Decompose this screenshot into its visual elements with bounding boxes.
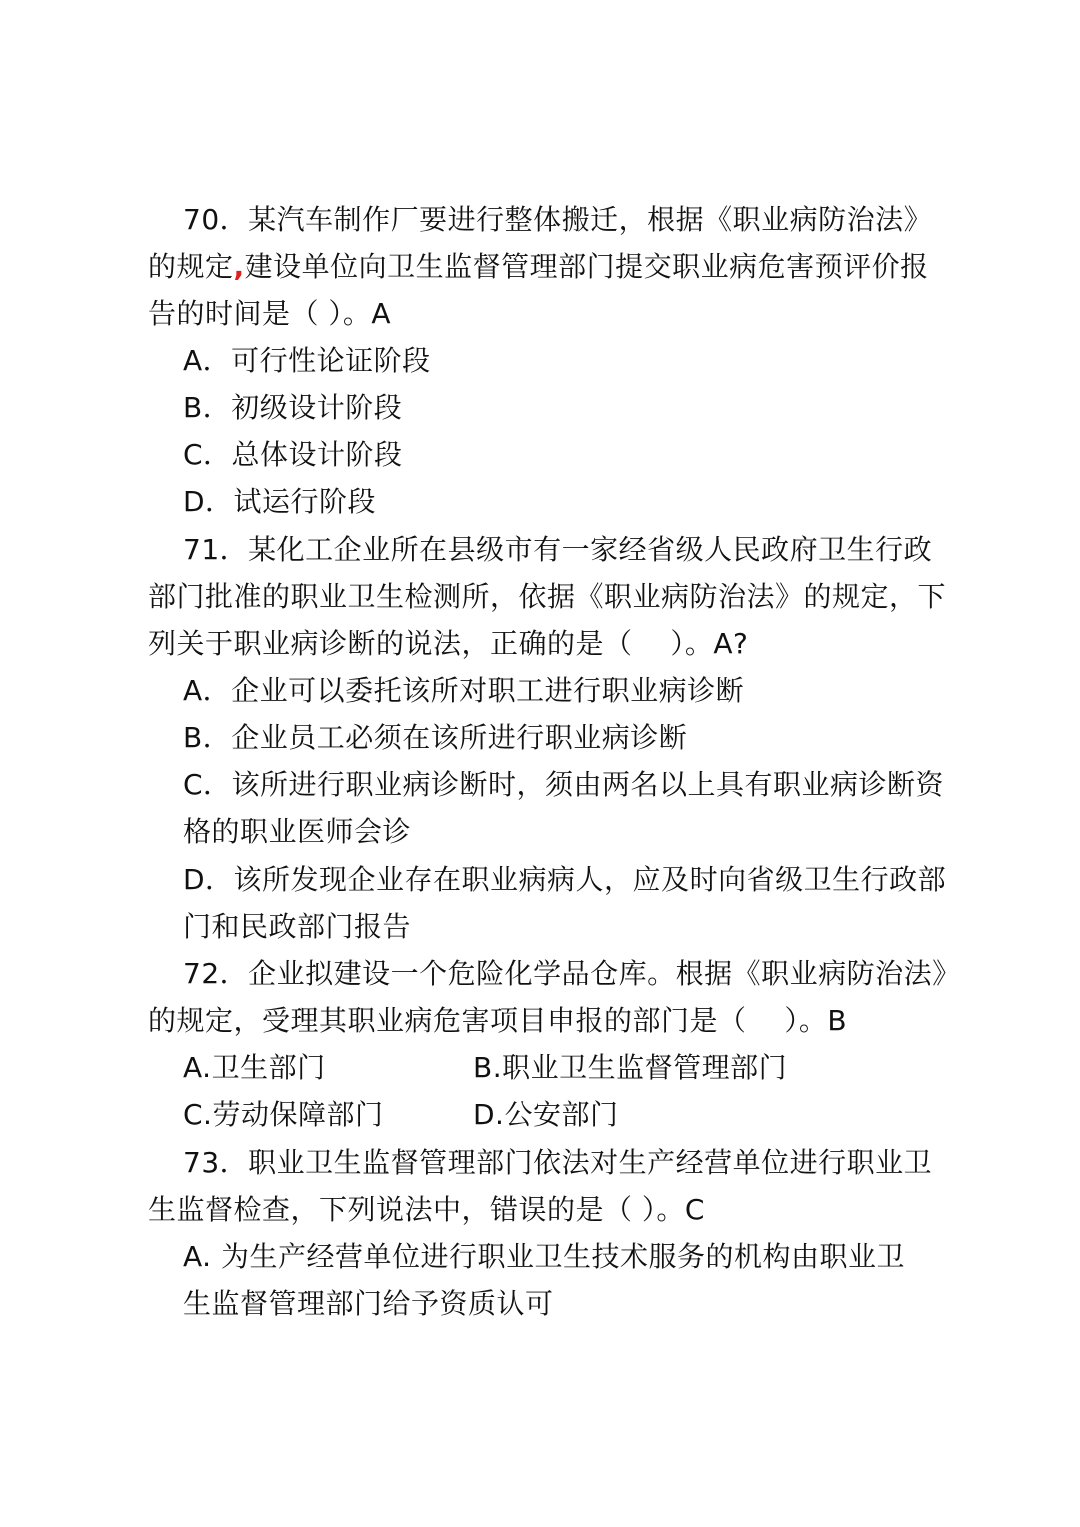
q71-stem-line-2: 部门批准的职业卫生检测所，依据《职业病防治法》的规定，下 (148, 580, 947, 613)
q70-stem-line-3: 告的时间是（ ）。A (148, 297, 392, 330)
q73-stem-line-2: 生监督检查，下列说法中，错误的是（ ）。C (148, 1193, 705, 1226)
q73-option-a-line-2: 生监督管理部门给予资质认可 (183, 1287, 554, 1320)
q71-option-b: B．企业员工必须在该所进行职业病诊断 (183, 721, 688, 754)
q72-option-c: C.劳动保障部门 (183, 1098, 384, 1131)
q71-option-c-line-2: 格的职业医师会诊 (183, 815, 412, 848)
q73-stem-line-1: 73．职业卫生监督管理部门依法对生产经营单位进行职业卫 (183, 1146, 933, 1179)
q70-stem-line-2 (148, 243, 929, 290)
q71-stem-line-3: 列关于职业病诊断的说法，正确的是（ ）。A? (148, 627, 749, 660)
q71-option-a: A．企业可以委托该所对职工进行职业病诊断 (183, 674, 745, 707)
q72-stem-line-2: 的规定，受理其职业病危害项目申报的部门是（ ）。B (148, 1004, 848, 1037)
q72-option-b: B.职业卫生监督管理部门 (473, 1051, 788, 1084)
q70-stem-line-2-end: 建设单位向卫生监督管理部门提交职业病危害预评价报 (244, 250, 929, 283)
q70-stem-line-1: 70．某汽车制作厂要进行整体搬迁，根据《职业病防治法》 (183, 203, 933, 236)
q71-option-d-line-1: D．该所发现企业存在职业病病人，应及时向省级卫生行政部 (183, 863, 947, 896)
q71-stem-line-1: 71．某化工企业所在县级市有一家经省级人民政府卫生行政 (183, 533, 933, 566)
q70-option-c: C．总体设计阶段 (183, 438, 403, 471)
q70-option-b: B．初级设计阶段 (183, 391, 403, 424)
q70-option-d: D．试运行阶段 (183, 485, 377, 518)
q71-option-d-line-2: 门和民政部门报告 (183, 910, 412, 943)
q70-option-a: A．可行性论证阶段 (183, 344, 431, 377)
q71-option-c-line-1: C．该所进行职业病诊断时，须由两名以上具有职业病诊断资 (183, 768, 945, 801)
q70-red-comma: , (233, 250, 245, 283)
q72-option-a: A.卫生部门 (183, 1051, 326, 1084)
q72-stem-line-1: 72．企业拟建设一个危险化学品仓库。根据《职业病防治法》 (183, 957, 961, 990)
q73-option-a-line-1: A. 为生产经营单位进行职业卫生技术服务的机构由职业卫 (183, 1240, 905, 1273)
q72-option-d: D.公安部门 (473, 1098, 619, 1131)
q70-stem-line-2-start: 的规定 (148, 250, 234, 283)
